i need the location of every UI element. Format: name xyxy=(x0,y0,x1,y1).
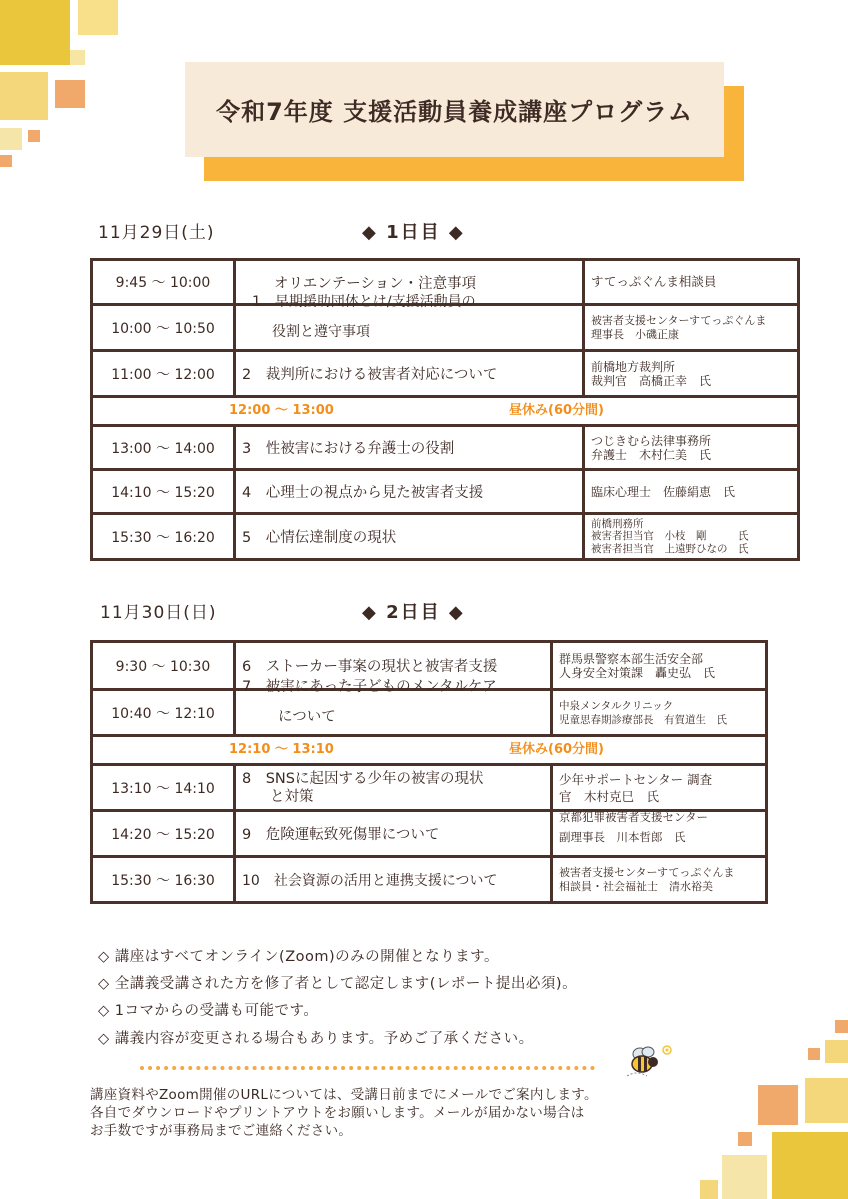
time-cell: 14:10 ～ 15:20 xyxy=(92,470,235,514)
speaker-cell xyxy=(584,305,799,351)
speaker-line: 被害者担当官 上遠野ひなの 氏 xyxy=(591,542,749,555)
speaker-line: 副理事長 川本哲郎 氏 xyxy=(559,829,686,844)
speaker-line: 前橋地方裁判所 xyxy=(591,359,676,374)
topic-cell: 5 心情伝達制度の現状 xyxy=(235,514,584,560)
topic-cell xyxy=(235,678,552,736)
bee-icon xyxy=(622,1040,678,1082)
table-row xyxy=(92,305,799,351)
topic-cell: 3 性被害における弁護士の役割 xyxy=(235,426,584,470)
time-cell: 9:30 ～ 10:30 xyxy=(92,642,235,690)
speaker-line: 相談員・社会福祉士 清水裕美 xyxy=(559,879,713,893)
time-cell: 15:30 ～ 16:30 xyxy=(92,857,235,903)
topic-cell: 6 ストーカー事案の現状と被害者支援 xyxy=(235,642,552,690)
table-row xyxy=(92,765,767,811)
break-time: 12:10 ～ 13:10 xyxy=(229,742,334,757)
time-cell: 10:00 ～ 10:50 xyxy=(92,305,235,351)
table-row xyxy=(92,811,767,857)
day1-schedule-table xyxy=(90,258,800,561)
day2-schedule-table xyxy=(90,640,768,904)
topic-line: 7 被害にあった子どものメンタルケア xyxy=(242,678,497,695)
break-time: 12:00 ～ 13:00 xyxy=(229,403,334,418)
break-row xyxy=(92,397,799,426)
topic-cell: 2 裁判所における被害者対応について xyxy=(235,351,584,397)
speaker-cell: 臨床心理士 佐藤絹恵 氏 xyxy=(584,470,799,514)
time-cell: 14:20 ～ 15:20 xyxy=(92,811,235,857)
time-cell: 10:40 ～ 12:10 xyxy=(92,690,235,736)
time-cell: 11:00 ～ 12:00 xyxy=(92,351,235,397)
break-cell xyxy=(92,736,767,765)
dotted-divider xyxy=(140,1066,595,1070)
speaker-cell xyxy=(584,514,799,560)
speaker-line: つじきむら法律事務所 xyxy=(591,433,712,448)
table-row xyxy=(92,857,767,903)
speaker-line: 群馬県警察本部生活安全部 xyxy=(559,651,704,666)
speaker-line: 少年サポートセンター 調査 xyxy=(559,771,713,787)
topic-cell: 10 社会資源の活用と連携支援について xyxy=(235,857,552,903)
note-item: ◇ 全講義受講された方を修了者として認定します(レポート提出必須)。 xyxy=(98,976,578,992)
topic-cell: 9 危険運転致死傷罪について xyxy=(235,811,552,857)
speaker-line: 被害者担当官 小枝 剛 氏 xyxy=(591,530,749,543)
speaker-line: 被害者支援センターすてっぷぐんま xyxy=(591,313,767,327)
speaker-cell xyxy=(552,811,767,857)
speaker-line: 中泉メンタルクリニック xyxy=(559,699,674,712)
speaker-cell xyxy=(552,857,767,903)
title-box xyxy=(185,62,724,157)
topic-line: 8 SNSに起因する少年の被害の現状 xyxy=(242,770,484,787)
break-row xyxy=(92,736,767,765)
table-row xyxy=(92,690,767,736)
note-item: ◇ 講義内容が変更される場合もあります。予めご了承ください。 xyxy=(98,1031,534,1047)
note-item: ◇ 1コマからの受講も可能です。 xyxy=(98,1003,319,1019)
footer-text xyxy=(90,1086,598,1140)
topic-cell xyxy=(235,293,584,351)
topic-line: 1 早期援助団体とは/支援活動員の xyxy=(252,293,476,310)
page-title: 令和7年度 支援活動員養成講座プログラム xyxy=(216,98,693,126)
topic-cell xyxy=(235,765,552,811)
break-label: 昼休み(60分間) xyxy=(509,403,604,418)
topic-line: と対策 xyxy=(270,788,314,805)
speaker-line: 人身安全対策課 轟史弘 氏 xyxy=(559,665,716,680)
break-label: 昼休み(60分間) xyxy=(509,742,604,757)
speaker-cell xyxy=(552,642,767,690)
table-row xyxy=(92,470,799,514)
day2-label: ◆ 2日目 ◆ xyxy=(362,602,465,623)
day1-date: 11月29日(土) xyxy=(98,223,215,243)
day1-label: ◆ 1日目 ◆ xyxy=(362,222,465,243)
footer-line: 各自でダウンロードやプリントアウトをお願いします。メールが届かない場合は xyxy=(90,1105,585,1121)
speaker-cell xyxy=(584,426,799,470)
speaker-line: 弁護士 木村仁美 氏 xyxy=(591,447,712,462)
time-cell: 13:10 ～ 14:10 xyxy=(92,765,235,811)
day2-date: 11月30日(日) xyxy=(100,603,217,623)
footer-line: お手数ですが事務局までご連絡ください。 xyxy=(90,1123,353,1139)
time-cell: 9:45 ～ 10:00 xyxy=(92,260,235,305)
speaker-line: 裁判官 高橋正幸 氏 xyxy=(591,373,712,388)
break-cell xyxy=(92,397,799,426)
speaker-line: 官 木村克巳 氏 xyxy=(559,788,660,804)
time-cell: 15:30 ～ 16:20 xyxy=(92,514,235,560)
table-row xyxy=(92,426,799,470)
footer-line: 講座資料やZoom開催のURLについては、受講日前までにメールでご案内します。 xyxy=(90,1087,598,1103)
speaker-cell xyxy=(552,690,767,736)
table-row xyxy=(92,514,799,560)
speaker-line: 被害者支援センターすてっぷぐんま xyxy=(559,865,735,879)
topic-cell: 4 心理士の視点から見た被害者支援 xyxy=(235,470,584,514)
note-item: ◇ 講座はすべてオンライン(Zoom)のみの開催となります。 xyxy=(98,949,499,965)
speaker-line: 前橋刑務所 xyxy=(591,517,644,530)
time-cell: 13:00 ～ 14:00 xyxy=(92,426,235,470)
speaker-cell: すてっぷぐんま相談員 xyxy=(584,260,799,305)
topic-cell: オリエンテーション・注意事項 xyxy=(235,260,584,305)
speaker-cell xyxy=(584,351,799,397)
table-row xyxy=(92,351,799,397)
speaker-cell xyxy=(552,765,767,811)
topic-line: について xyxy=(278,708,336,725)
topic-line: 役割と遵守事項 xyxy=(272,323,370,340)
speaker-line: 京都犯罪被害者支援センター xyxy=(559,809,709,824)
speaker-line: 児童思春期診療部長 有賀道生 氏 xyxy=(559,713,727,726)
speaker-line: 理事長 小磯正康 xyxy=(591,327,679,341)
